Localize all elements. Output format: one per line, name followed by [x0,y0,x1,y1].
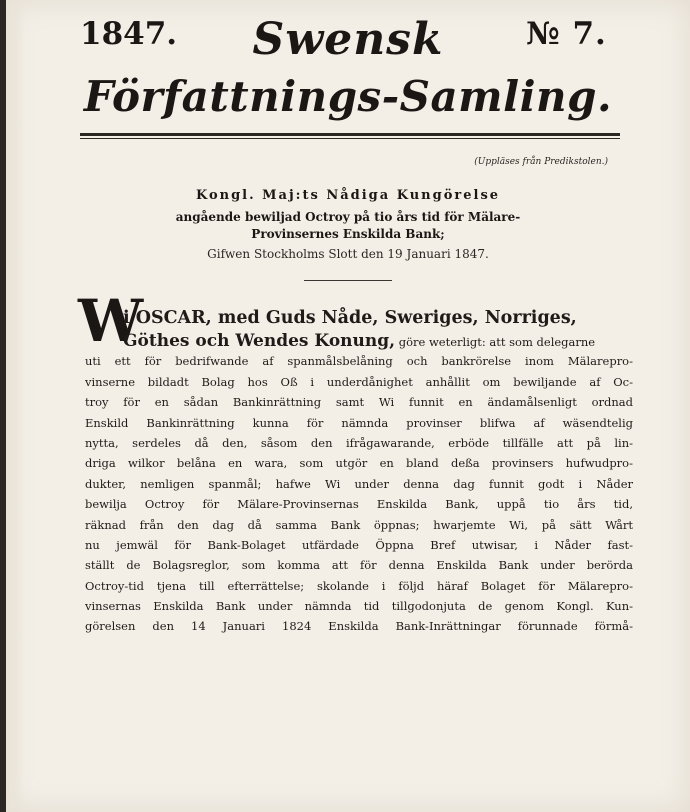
announcement-subject: angående bewiljad Octroy på tio års tid för Mälare-Provinsernes Enskilda Bank; [175,210,521,241]
body-line: dukter, nemligen spanmål; hafwe Wi under denna dag funnit godt i Nåder [85,476,633,491]
body-line: görelsen den 14 Januari 1824 Enskilda Bank-Inrättningar förunnade förmå- [85,619,633,634]
body-line: Enskild Bankinrättning kunna för nämnda provinser blifwa af wäsendtelig [85,415,633,430]
issue-number: № 7. [526,16,607,52]
masthead-title-line2: Författnings-Samling. [83,72,613,121]
body-line: vinsernas Enskilda Bank under nämnda tid tillgodonjuta de genom Kongl. Kun- [85,599,633,614]
body-line: troy för en sådan Bankinrättning samt Wi funnit en ändamålsenligt ordnad [85,395,633,410]
drop-cap: W [78,287,144,355]
masthead-title-line1: Swensk [252,14,444,65]
body-line-continuation: göre weterligt: att som delegarne [398,335,596,349]
body-line: räknad från den dag då samma Bank öppnas; hwarjemte Wi, på sätt Wårt [85,517,633,532]
announcement-heading: Kongl. Maj:ts Nådiga Kungörelse [195,188,501,203]
body-line: ställt de Bolagsreglor, som komma att för denna Enskilda Bank under berörda [85,558,633,573]
reading-note: (Uppläses från Predikstolen.) [474,157,608,167]
masthead-rule-thick [80,133,620,136]
body-line: bewilja Octroy för Mälare-Provinsernas Enskilda Bank, uppå tio års tid, [85,497,633,512]
royal-title-phrase: Göthes och Wendes Konung, [123,331,396,351]
document-page [6,0,690,812]
announcement-date-line: Gifwen Stockholms Slott den 19 Januari 1847. [207,247,489,261]
body-line: uti ett för bedrifwande af spanmålsbelåning och bankrörelse inom Mälarepro- [85,354,633,369]
section-divider [304,280,392,281]
body-line: i OSCAR, med Guds Nåde, Sweriges, Norriges, [123,308,577,328]
issue-year: 1847. [80,16,178,52]
body-line [85,331,633,351]
body-line: vinserne bildadt Bolag hos Oß i underdånighet anhållit om bewiljande af Oc- [85,374,633,389]
body-line: nu jemwäl för Bank-Bolaget utfärdade Öppna Bref utwisar, i Nåder fast- [85,537,633,552]
body-line: driga wilkor belåna en wara, som utgör en bland deßa provinsers hufwudpro- [85,456,633,471]
body-line: nytta, serdeles då den, såsom den ifrågawarande, erböde tillfälle att på lin- [85,435,633,450]
body-text [85,305,633,637]
masthead-rule-thin [80,138,620,139]
body-line: Octroy-tid tjena till efterrättelse; skolande i följd häraf Bolaget för Mälarepro- [85,578,633,593]
